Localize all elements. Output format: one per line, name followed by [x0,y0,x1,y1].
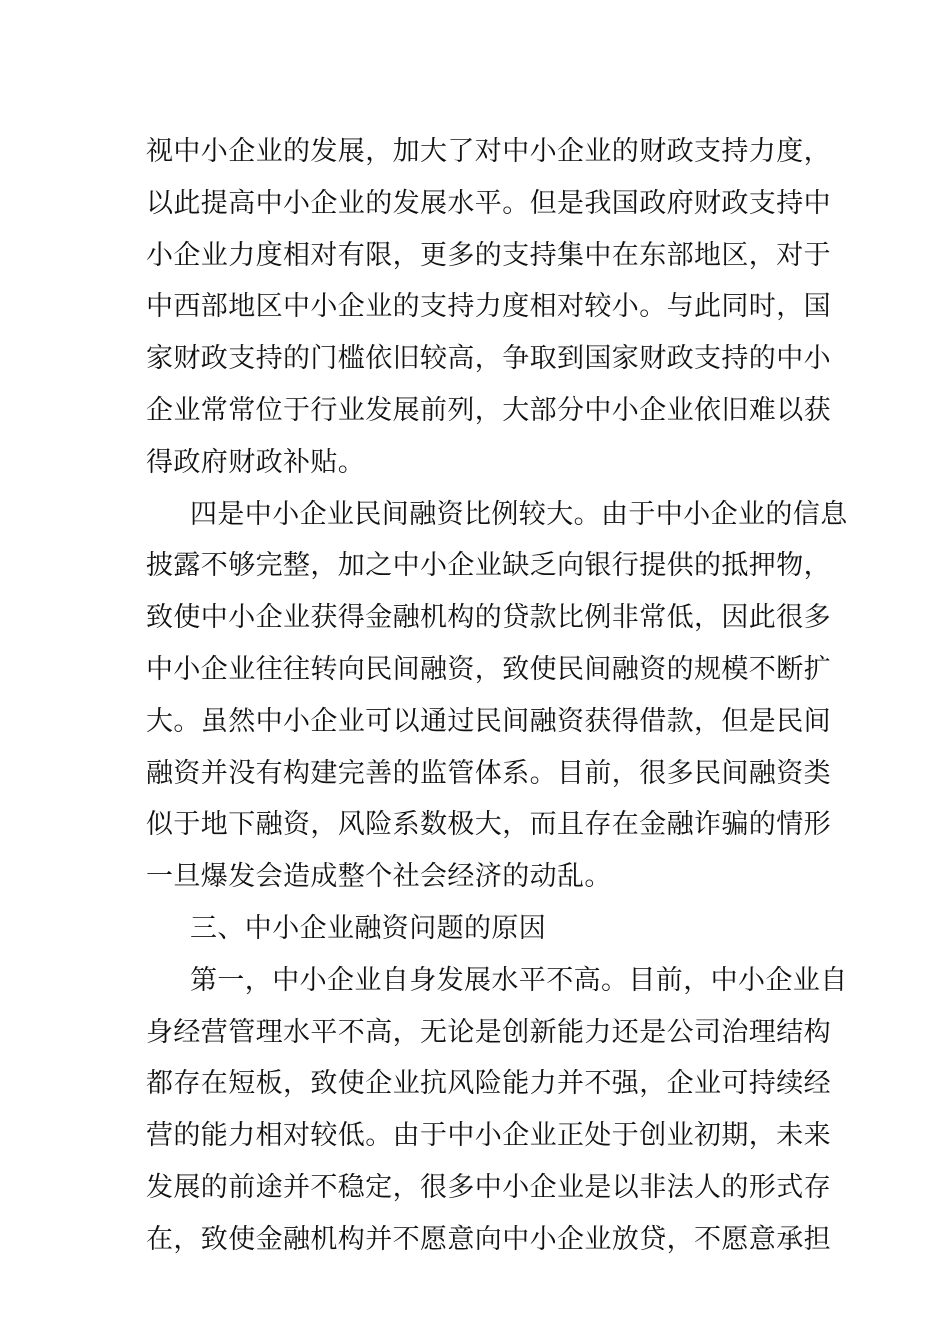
text-line: 中小企业往往转向民间融资，致使民间融资的规模不断扩 [146,653,831,685]
text-line: 第一，中小企业自身发展水平不高。目前，中小企业自 [190,964,848,996]
text-line: 得政府财政补贴。 [146,446,366,478]
paragraph-1 [146,126,831,489]
text-line: 在，致使金融机构并不愿意向中小企业放贷，不愿意承担 [146,1223,831,1255]
section-heading [146,903,808,955]
text-line: 企业常常位于行业发展前列，大部分中小企业依旧难以获 [146,394,831,426]
section-heading-text: 三、中小企业融资问题的原因 [190,912,547,944]
text-line: 似于地下融资，风险系数极大，而且存在金融诈骗的情形 [146,809,831,841]
text-line: 视中小企业的发展，加大了对中小企业的财政支持力度， [146,136,831,167]
paragraph-2 [146,489,848,903]
paragraph-3 [146,955,848,1266]
text-line: 披露不够完整，加之中小企业缺乏向银行提供的抵押物， [146,550,831,582]
text-line: 融资并没有构建完善的监管体系。目前，很多民间融资类 [146,757,831,789]
text-line: 致使中小企业获得金融机构的贷款比例非常低，因此很多 [146,602,831,634]
body-text [146,126,848,1266]
text-line: 发展的前途并不稳定，很多中小企业是以非法人的形式存 [146,1171,831,1203]
text-line: 四是中小企业民间融资比例较大。由于中小企业的信息 [190,498,848,530]
text-line: 中西部地区中小企业的支持力度相对较小。与此同时，国 [146,291,831,323]
text-line: 营的能力相对较低。由于中小企业正处于创业初期，未来 [146,1120,831,1152]
text-line: 以此提高中小企业的发展水平。但是我国政府财政支持中 [146,187,831,219]
text-line: 小企业力度相对有限，更多的支持集中在东部地区，对于 [146,239,831,271]
text-line: 都存在短板，致使企业抗风险能力并不强，企业可持续经 [146,1068,831,1100]
text-line: 一旦爆发会造成整个社会经济的动乱。 [146,861,612,893]
text-line: 身经营管理水平不高，无论是创新能力还是公司治理结构 [146,1016,831,1048]
text-line: 家财政支持的门槛依旧较高，争取到国家财政支持的中小 [146,343,831,375]
text-line: 大。虽然中小企业可以通过民间融资获得借款，但是民间 [146,705,831,737]
